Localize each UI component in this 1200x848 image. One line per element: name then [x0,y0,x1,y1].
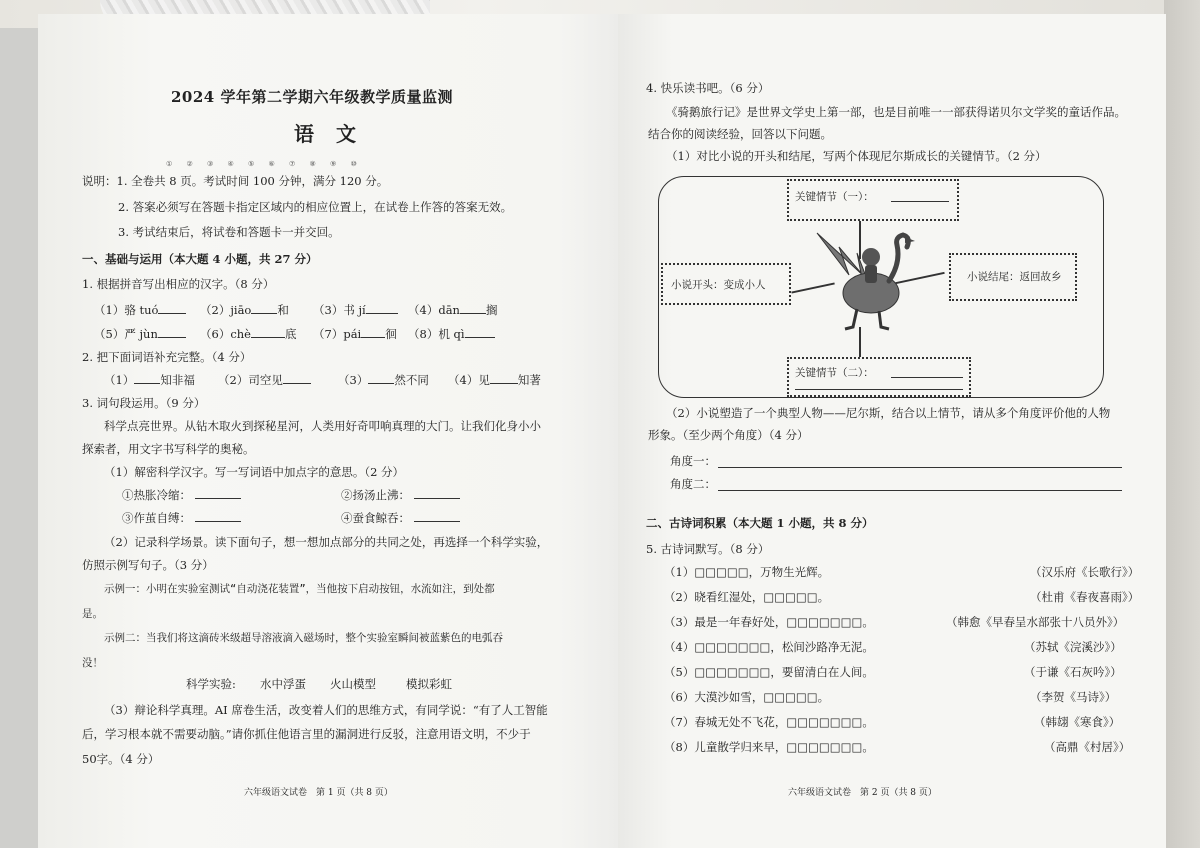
q4-intro-line-1: 《骑鹅旅行记》是世界文学史上第一部，也是目前唯一一部获得诺贝尔文学奖的童话作品。 [666,105,1126,119]
angle-1-label: 角度一： [670,454,716,468]
q3-word-4: ④蚕食鲸吞： [341,510,460,526]
q3-word-2: ②扬汤止沸： [341,487,460,503]
key-plot-2-blank-2[interactable] [795,389,963,390]
q3-sub2-line-2: 仿照示例写句子。（3 分） [82,558,214,572]
q1-item-7: （7）pái 徊 [313,327,397,341]
story-end-box [949,253,1077,301]
q4-sub2-line-2: 形象。（至少两个角度）（4 分） [648,428,809,442]
q3-example1-line-2: 是。 [82,608,103,620]
plot-diagram [658,176,1104,398]
q3-sub2-line-1: （2）记录科学场景。读下面句子，想一想加点部分的共同之处，再选择一个科学实验， [104,535,549,549]
key-plot-1-blank[interactable] [891,201,949,202]
poem-source-6: （李贺《马诗》） [1030,690,1117,704]
poem-source-4: （苏轼《浣溪沙》） [1024,640,1122,654]
poem-source-8: （高鼎《村居》） [1044,740,1131,754]
poem-source-7: （韩翃《寒食》） [1034,715,1121,729]
q3-word-3: ③作茧自缚： [122,510,241,526]
goose-rider-illustration [809,223,919,333]
q2-item-2: （2）司空见 [218,372,311,388]
poem-line-4: （4）□□□□□□□，松间沙路净无泥。 [664,640,874,654]
poem-line-2: （2）晓看红湿处，□□□□□。 [664,590,830,604]
q1-stem: 1. 根据拼音写出相应的汉字。（8 分） [82,277,275,291]
q5-stem: 5. 古诗词默写。（8 分） [646,542,770,556]
experiments-label: 科学实验: [186,677,236,691]
poem-line-5: （5）□□□□□□□，要留清白在人间。 [664,665,874,679]
poem-line-7: （7）春城无处不飞花，□□□□□□□。 [664,715,874,729]
section-2-heading: 二、古诗词积累（本大题 1 小题，共 8 分） [646,516,874,530]
exam-page-1 [38,14,618,848]
q1-item-2: （2）jiāo 和 [200,303,289,317]
poem-source-1: （汉乐府《长歌行》） [1030,565,1140,579]
story-start-label: 小说开头：变成小人 [671,279,766,291]
experiment-1: 水中浮蛋 [260,677,306,691]
subject-title: 语文 [294,122,378,146]
q1-item-1: （1）骆 tuó [94,302,186,318]
q4-stem: 4. 快乐读书吧。（6 分） [646,81,770,95]
circled-marks: ① ② ③ ④ ⑤ ⑥ ⑦ ⑧ ⑨ ⑩ [166,160,363,168]
poem-line-3: （3）最是一年春好处，□□□□□□□。 [664,615,874,629]
poem-source-2: （杜甫《春夜喜雨》） [1030,590,1140,604]
instruction-3: 3. 考试结束后，将试卷和答题卡一并交回。 [118,225,340,239]
q3-example1-line-1: 示例一：小明在实验室测试“自动浇花装置”，当他按下启动按钮，水流如注，到处都 [104,583,495,595]
key-plot-1-label: 关键情节（一）： [795,191,874,203]
q2-item-4: （4）见 知著 [448,373,541,387]
q3-stem: 3. 词句段运用。（9 分） [82,396,206,410]
q3-example2-line-1: 示例二：当我们将这滴砖米级超导溶液滴入磁场时，整个实验室瞬间被蓝紫色的电弧吞 [104,632,503,644]
instruction-2: 2. 答案必须写在答题卡指定区域内的相应位置上，在试卷上作答的答案无效。 [118,200,513,214]
table-edge [1164,0,1200,848]
poem-source-5: （于谦《石灰吟》） [1024,665,1122,679]
angle-2-label: 角度二： [670,477,716,491]
key-plot-2-label: 关键情节（二）： [795,367,874,379]
angle-1-answer-line[interactable] [718,466,1122,468]
q3-intro-line-2: 探索者，用文字书写科学的奥秘。 [82,442,255,456]
q3-example2-line-2: 没！ [82,657,103,669]
story-end-label: 小说结尾：返回故乡 [967,271,1062,283]
experiment-2: 火山模型 [330,677,376,691]
exam-page-2 [618,14,1166,848]
q3-sub3-line-3: 50字。（4 分） [82,752,160,766]
q3-intro-line-1: 科学点亮世界。从钻木取火到探秘星河，人类用好奇叩响真理的大门。让我们化身小小 [104,419,541,433]
story-start-box [661,263,791,305]
key-plot-1-box [787,179,959,221]
q1-item-3: （3）书 jí [313,302,398,318]
q3-sub1: （1）解密科学汉字。写一写词语中加点字的意思。（2 分） [104,465,405,479]
instruction-1: 说明：1. 全卷共 8 页。考试时间 100 分钟，满分 120 分。 [82,174,389,188]
q1-item-4: （4）dān 搁 [408,303,498,317]
poem-line-6: （6）大漠沙如雪，□□□□□。 [664,690,830,704]
angle-2-answer-line[interactable] [718,489,1122,491]
key-plot-2-blank[interactable] [891,377,963,378]
q3-sub3-line-2: 后，学习根本就不需要动脑。”请你抓住他语言里的漏洞进行反驳，注意用语文明，不少于 [82,727,531,741]
poem-line-1: （1）□□□□□，万物生光辉。 [664,565,830,579]
q4-sub2-line-1: （2）小说塑造了一个典型人物——尼尔斯，结合以上情节，请从多个角度评价他的人物 [666,406,1111,420]
q1-item-8: （8）机 qì [408,326,495,342]
section-1-heading: 一、基础与运用（本大题 4 小题，共 27 分） [82,252,318,266]
experiment-3: 模拟彩虹 [406,677,452,691]
q2-stem: 2. 把下面词语补充完整。（4 分） [82,350,252,364]
poem-source-3: （韩愈《早春呈水部张十八员外》） [946,615,1125,629]
q3-word-1: ①热胀冷缩： [122,487,241,503]
page-footer-1: 六年级语文试卷 第 1 页（共 8 页） [244,788,393,798]
q4-intro-line-2: 结合你的阅读经验，回答以下问题。 [648,127,832,141]
page-footer-2: 六年级语文试卷 第 2 页（共 8 页） [788,788,937,798]
q1-item-5: （5）严 jùn [94,326,186,342]
key-plot-2-box [787,357,971,397]
exam-title: 2024 学年第二学期六年级教学质量监测 [171,88,453,106]
q2-item-1: （1） 知非福 [104,373,195,387]
poem-line-8: （8）儿童散学归来早，□□□□□□□。 [664,740,874,754]
q4-sub1: （1）对比小说的开头和结尾，写两个体现尼尔斯成长的关键情节。（2 分） [666,149,1047,163]
q2-item-3: （3） 然不同 [338,373,429,387]
q3-sub3-line-1: （3）辩论科学真理。AI 席卷生活，改变着人们的思维方式，有同学说：“有了人工智能 [104,703,548,717]
q1-item-6: （6）chè 底 [200,327,297,341]
